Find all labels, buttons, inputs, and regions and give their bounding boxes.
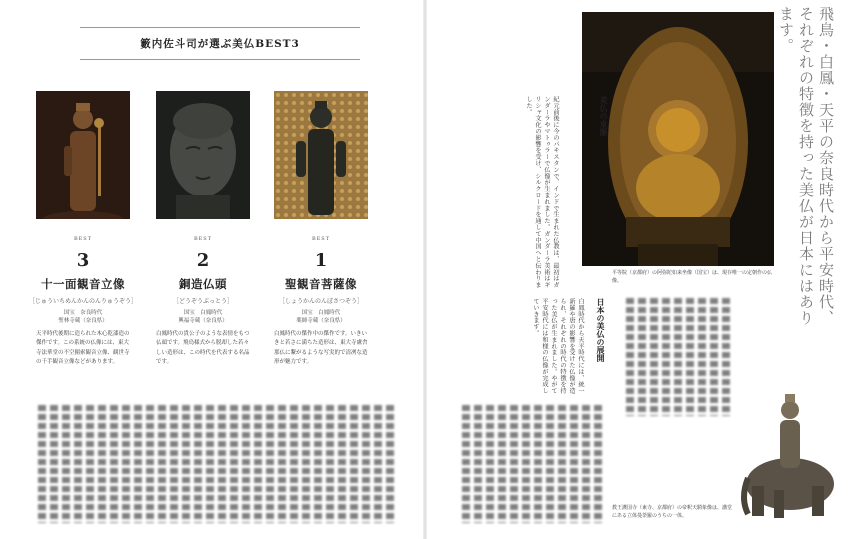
blurred-body-text-left <box>34 405 394 523</box>
photo-amida-nyorai <box>582 12 774 266</box>
rank-label: BEST <box>73 236 93 242</box>
statue-name: 十一面観音立像 <box>41 277 125 291</box>
best3-header <box>80 27 360 60</box>
rank-item-3 <box>28 236 138 326</box>
statue-period: 国宝 白鳳時代 <box>183 310 223 316</box>
statue-reading: ［じゅういちめんかんのんりゅうぞう］ <box>28 298 137 305</box>
header-rule-bottom <box>80 59 360 60</box>
photo-taishakuten <box>738 374 838 524</box>
statue-period: 国宝 白鳳時代 <box>301 310 341 316</box>
section-east-body: 紀元前後に今のパキスタンで、インドで生まれた仏教は、最初はガンダーラやマトゥラーで仏像が生まれました。ガンダーラ美術はギリシャ文化の影響を受け、シルクロードを通して中国へと伝わりました。 <box>525 96 559 288</box>
rank-number: 2 <box>196 250 210 271</box>
photo-sho-kannon <box>274 91 368 219</box>
statue-description: 白鳳時代の傑作中の傑作です。いきいきと若さに満ちた造形は、東大寺盧舎那仏に繋がるような写実的で清冽な造形が魅力です。 <box>274 331 368 366</box>
section-east <box>599 96 610 291</box>
statue-description: 天平時代後期に造られた木心乾漆造の傑作です。この系統の仏像には、東大寺法華堂の不空羂索観音立像、観世寺の千手観音立像などがあります。 <box>36 331 130 366</box>
headline-line-1: 飛鳥・白鳳・天平の奈良時代から平安時代、 <box>817 6 835 326</box>
page-gutter <box>423 0 427 539</box>
statue-location: 薬師寺蔵（奈良県） <box>296 318 346 325</box>
section-japan-body: 白鳳時代から天平時代には、統一新羅や唐の影響を受けた仏像が造られ、それぞれの時代の特徴を持った美仏が生まれました。やがて平安時代には和様の仏像が完成していきます。 <box>532 298 584 394</box>
section-title-east: 美仏の東漸 <box>599 96 609 136</box>
statue-meta <box>28 309 138 326</box>
photo-bronze-buddha-head <box>156 91 250 219</box>
statue-location: 聖林寺蔵（奈良県） <box>58 318 108 325</box>
rank-number: 1 <box>314 250 328 271</box>
page-headline <box>776 6 836 326</box>
caption-taishakuten: 教王護国寺（東寺、京都府）の帝釈天騎象像は、講堂にある立体曼荼羅のうちの一体。 <box>612 505 733 519</box>
caption-amida: 平等院（京都府）の阿弥陀如来坐像（国宝）は、現存唯一の定朝作の仏像。 <box>612 270 773 284</box>
rank-label: BEST <box>311 236 331 242</box>
statue-period: 国宝 奈良時代 <box>63 310 103 316</box>
statue-name: 聖観音菩薩像 <box>285 277 357 291</box>
statue-name: 銅造仏頭 <box>179 277 227 291</box>
photo-juichimen-kannon <box>36 91 130 219</box>
statue-reading: ［しょうかんのんぼさつぞう］ <box>278 298 363 305</box>
statue-description: 白鳳時代の貴公子のような表情をもつ仏頭です。飛鳥様式から脱却した若々しい造形は、この時代を代表する名品です。 <box>156 331 250 366</box>
blurred-body-text-right <box>452 405 602 523</box>
statue-meta <box>266 309 376 326</box>
best3-title: 籔内佐斗司が選ぶ美仏BEST3 <box>140 38 300 50</box>
rank-number: 3 <box>76 250 90 271</box>
statue-meta <box>148 309 258 326</box>
rank-label: BEST <box>193 236 213 242</box>
headline-line-2: それぞれの特徴を持った美仏が日本にはあります。 <box>777 6 815 326</box>
rank-item-1 <box>266 236 376 326</box>
statue-reading: ［どうぞうぶっとう］ <box>172 298 233 305</box>
blurred-body-text-right-2 <box>612 298 730 416</box>
statue-location: 興福寺蔵（奈良県） <box>178 318 228 325</box>
section-title-japan: 日本の美仏の展開 <box>596 298 606 362</box>
rank-item-2 <box>148 236 258 326</box>
